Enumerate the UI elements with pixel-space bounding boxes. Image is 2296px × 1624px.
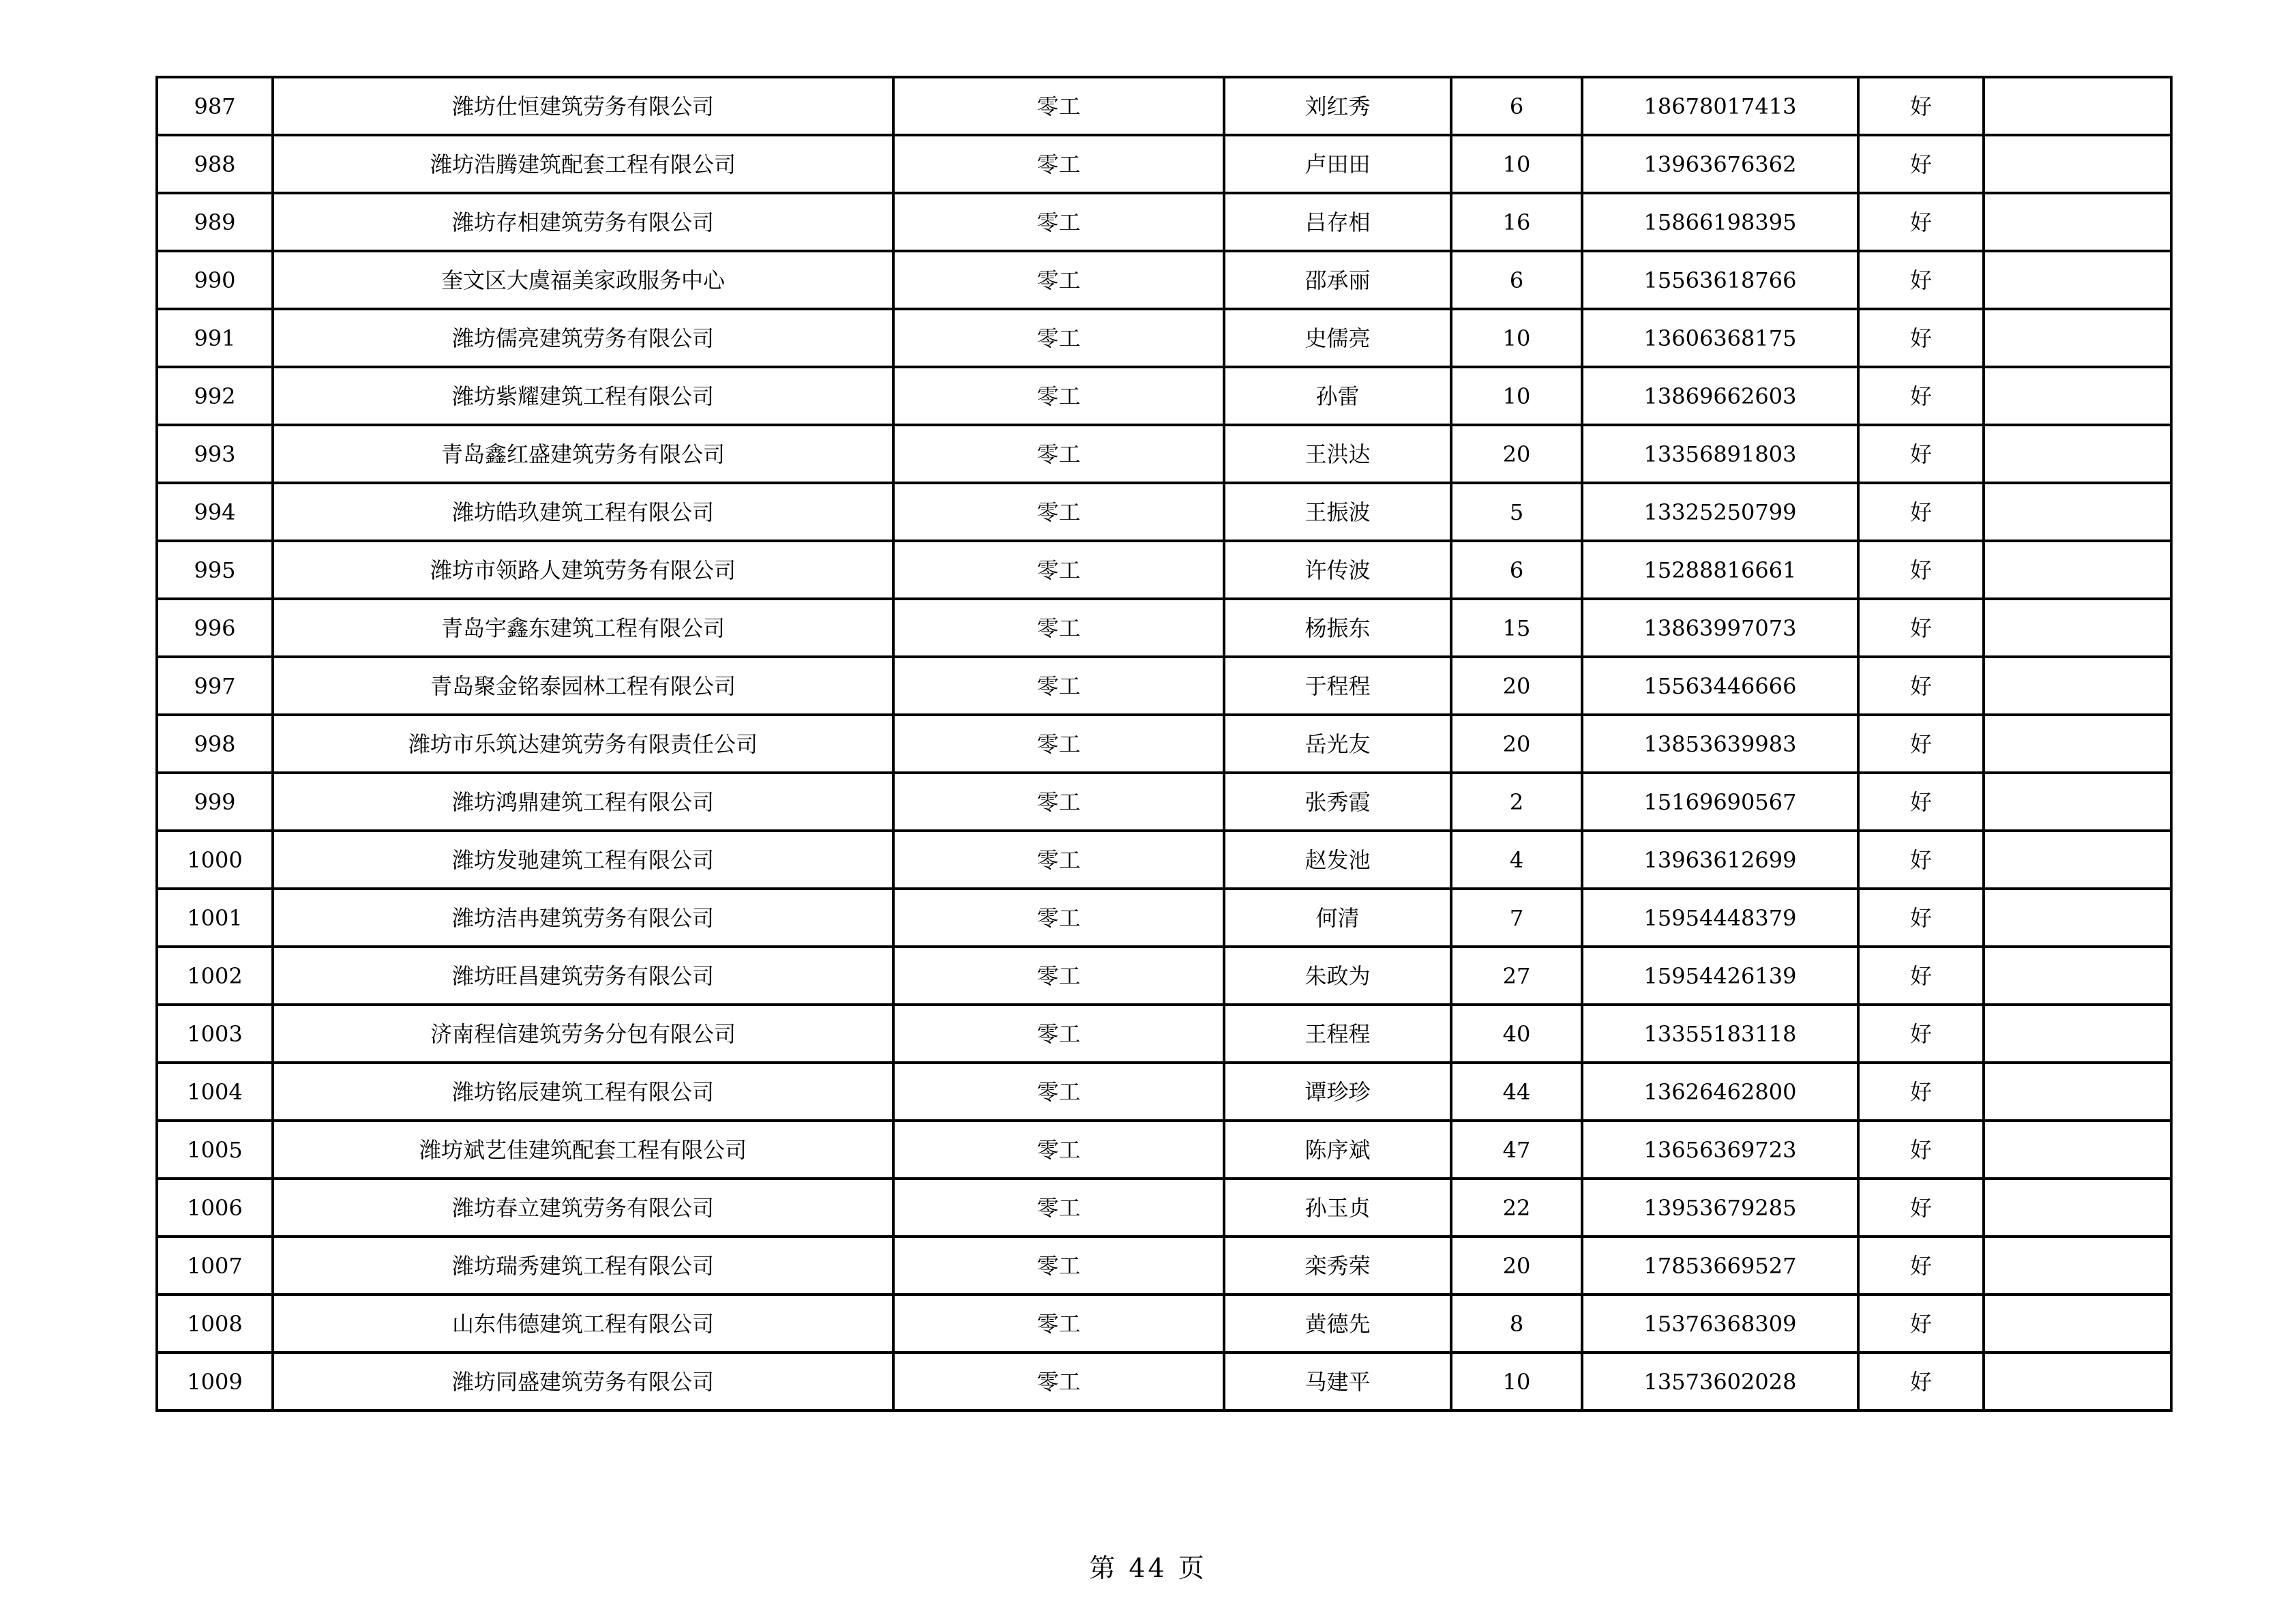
contact-name-cell: 黄德先: [1224, 1295, 1451, 1353]
phone-cell: 13573602028: [1582, 1353, 1858, 1411]
contact-name-cell: 孙玉贞: [1224, 1179, 1451, 1237]
company-name-cell: 青岛鑫红盛建筑劳务有限公司: [273, 425, 893, 483]
job-type-cell: 零工: [893, 889, 1224, 947]
table-row: [157, 1121, 2171, 1179]
headcount-cell: 7: [1451, 889, 1582, 947]
phone-cell: 13356891803: [1582, 425, 1858, 483]
remarks-cell: [1984, 1295, 2171, 1353]
company-name-cell: 青岛聚金铭泰园林工程有限公司: [273, 657, 893, 715]
job-type-cell: 零工: [893, 483, 1224, 541]
job-type-cell: 零工: [893, 1237, 1224, 1295]
table-row: [157, 1063, 2171, 1121]
row-number-cell: 1007: [157, 1237, 273, 1295]
table-row: [157, 599, 2171, 657]
headcount-cell: 6: [1451, 541, 1582, 599]
headcount-cell: 6: [1451, 251, 1582, 309]
phone-cell: 15954426139: [1582, 947, 1858, 1005]
contact-name-cell: 王振波: [1224, 483, 1451, 541]
row-number-cell: 999: [157, 773, 273, 831]
headcount-cell: 2: [1451, 773, 1582, 831]
row-number-cell: 1008: [157, 1295, 273, 1353]
rating-cell: 好: [1858, 1179, 1984, 1237]
company-name-cell: 潍坊洁冉建筑劳务有限公司: [273, 889, 893, 947]
job-type-cell: 零工: [893, 425, 1224, 483]
row-number-cell: 988: [157, 135, 273, 193]
rating-cell: 好: [1858, 1237, 1984, 1295]
job-type-cell: 零工: [893, 1179, 1224, 1237]
remarks-cell: [1984, 483, 2171, 541]
data-table: [155, 76, 2173, 1412]
phone-cell: 15563618766: [1582, 251, 1858, 309]
phone-cell: 13656369723: [1582, 1121, 1858, 1179]
contact-name-cell: 陈序斌: [1224, 1121, 1451, 1179]
row-number-cell: 998: [157, 715, 273, 773]
phone-cell: 13626462800: [1582, 1063, 1858, 1121]
contact-name-cell: 王洪达: [1224, 425, 1451, 483]
phone-cell: 15866198395: [1582, 193, 1858, 251]
phone-cell: 17853669527: [1582, 1237, 1858, 1295]
phone-cell: 18678017413: [1582, 77, 1858, 135]
headcount-cell: 22: [1451, 1179, 1582, 1237]
table-row: [157, 1353, 2171, 1411]
rating-cell: 好: [1858, 1005, 1984, 1063]
contact-name-cell: 邵承丽: [1224, 251, 1451, 309]
job-type-cell: 零工: [893, 1295, 1224, 1353]
remarks-cell: [1984, 193, 2171, 251]
phone-cell: 15563446666: [1582, 657, 1858, 715]
table-row: [157, 831, 2171, 889]
phone-cell: 13853639983: [1582, 715, 1858, 773]
headcount-cell: 20: [1451, 657, 1582, 715]
rating-cell: 好: [1858, 483, 1984, 541]
page-number: 第 44 页: [1089, 1553, 1207, 1583]
company-name-cell: 潍坊紫耀建筑工程有限公司: [273, 367, 893, 425]
job-type-cell: 零工: [893, 541, 1224, 599]
job-type-cell: 零工: [893, 773, 1224, 831]
rating-cell: 好: [1858, 135, 1984, 193]
rating-cell: 好: [1858, 193, 1984, 251]
headcount-cell: 4: [1451, 831, 1582, 889]
row-number-cell: 1006: [157, 1179, 273, 1237]
company-name-cell: 潍坊市乐筑达建筑劳务有限责任公司: [273, 715, 893, 773]
remarks-cell: [1984, 657, 2171, 715]
company-name-cell: 潍坊发驰建筑工程有限公司: [273, 831, 893, 889]
remarks-cell: [1984, 715, 2171, 773]
headcount-cell: 5: [1451, 483, 1582, 541]
contact-name-cell: 吕存相: [1224, 193, 1451, 251]
company-name-cell: 潍坊同盛建筑劳务有限公司: [273, 1353, 893, 1411]
phone-cell: 13606368175: [1582, 309, 1858, 367]
remarks-cell: [1984, 367, 2171, 425]
remarks-cell: [1984, 599, 2171, 657]
table-row: [157, 251, 2171, 309]
company-name-cell: 奎文区大虞福美家政服务中心: [273, 251, 893, 309]
company-name-cell: 潍坊春立建筑劳务有限公司: [273, 1179, 893, 1237]
rating-cell: 好: [1858, 309, 1984, 367]
row-number-cell: 997: [157, 657, 273, 715]
company-name-cell: 山东伟德建筑工程有限公司: [273, 1295, 893, 1353]
contact-name-cell: 卢田田: [1224, 135, 1451, 193]
phone-cell: 15288816661: [1582, 541, 1858, 599]
remarks-cell: [1984, 1179, 2171, 1237]
remarks-cell: [1984, 541, 2171, 599]
headcount-cell: 15: [1451, 599, 1582, 657]
row-number-cell: 991: [157, 309, 273, 367]
table-row: [157, 367, 2171, 425]
contact-name-cell: 史儒亮: [1224, 309, 1451, 367]
table-row: [157, 715, 2171, 773]
row-number-cell: 995: [157, 541, 273, 599]
contact-name-cell: 于程程: [1224, 657, 1451, 715]
contact-name-cell: 栾秀荣: [1224, 1237, 1451, 1295]
job-type-cell: 零工: [893, 1121, 1224, 1179]
job-type-cell: 零工: [893, 367, 1224, 425]
phone-cell: 13325250799: [1582, 483, 1858, 541]
company-name-cell: 潍坊浩腾建筑配套工程有限公司: [273, 135, 893, 193]
rating-cell: 好: [1858, 1353, 1984, 1411]
contact-name-cell: 何清: [1224, 889, 1451, 947]
company-name-cell: 潍坊瑞秀建筑工程有限公司: [273, 1237, 893, 1295]
job-type-cell: 零工: [893, 77, 1224, 135]
rating-cell: 好: [1858, 425, 1984, 483]
row-number-cell: 987: [157, 77, 273, 135]
row-number-cell: 994: [157, 483, 273, 541]
headcount-cell: 6: [1451, 77, 1582, 135]
remarks-cell: [1984, 1121, 2171, 1179]
table-row: [157, 1179, 2171, 1237]
contact-name-cell: 孙雷: [1224, 367, 1451, 425]
company-name-cell: 潍坊铭辰建筑工程有限公司: [273, 1063, 893, 1121]
phone-cell: 15169690567: [1582, 773, 1858, 831]
table-body: [157, 77, 2171, 1411]
row-number-cell: 1009: [157, 1353, 273, 1411]
row-number-cell: 1001: [157, 889, 273, 947]
table-row: [157, 483, 2171, 541]
job-type-cell: 零工: [893, 193, 1224, 251]
rating-cell: 好: [1858, 1063, 1984, 1121]
contact-name-cell: 岳光友: [1224, 715, 1451, 773]
remarks-cell: [1984, 831, 2171, 889]
phone-cell: 13869662603: [1582, 367, 1858, 425]
remarks-cell: [1984, 1353, 2171, 1411]
table-row: [157, 1237, 2171, 1295]
row-number-cell: 1003: [157, 1005, 273, 1063]
row-number-cell: 1005: [157, 1121, 273, 1179]
table-row: [157, 889, 2171, 947]
company-name-cell: 潍坊儒亮建筑劳务有限公司: [273, 309, 893, 367]
headcount-cell: 20: [1451, 715, 1582, 773]
table-row: [157, 135, 2171, 193]
remarks-cell: [1984, 889, 2171, 947]
job-type-cell: 零工: [893, 251, 1224, 309]
headcount-cell: 44: [1451, 1063, 1582, 1121]
phone-cell: 15376368309: [1582, 1295, 1858, 1353]
rating-cell: 好: [1858, 1295, 1984, 1353]
contact-name-cell: 刘红秀: [1224, 77, 1451, 135]
job-type-cell: 零工: [893, 1005, 1224, 1063]
job-type-cell: 零工: [893, 657, 1224, 715]
headcount-cell: 27: [1451, 947, 1582, 1005]
rating-cell: 好: [1858, 773, 1984, 831]
company-name-cell: 潍坊皓玖建筑工程有限公司: [273, 483, 893, 541]
phone-cell: 13963612699: [1582, 831, 1858, 889]
company-name-cell: 潍坊存相建筑劳务有限公司: [273, 193, 893, 251]
company-name-cell: 潍坊仕恒建筑劳务有限公司: [273, 77, 893, 135]
headcount-cell: 10: [1451, 1353, 1582, 1411]
company-name-cell: 潍坊鸿鼎建筑工程有限公司: [273, 773, 893, 831]
rating-cell: 好: [1858, 831, 1984, 889]
row-number-cell: 996: [157, 599, 273, 657]
contact-name-cell: 张秀霞: [1224, 773, 1451, 831]
headcount-cell: 20: [1451, 1237, 1582, 1295]
table-row: [157, 193, 2171, 251]
row-number-cell: 993: [157, 425, 273, 483]
row-number-cell: 1004: [157, 1063, 273, 1121]
table-row: [157, 773, 2171, 831]
company-name-cell: 潍坊旺昌建筑劳务有限公司: [273, 947, 893, 1005]
rating-cell: 好: [1858, 947, 1984, 1005]
contact-name-cell: 赵发池: [1224, 831, 1451, 889]
headcount-cell: 10: [1451, 135, 1582, 193]
rating-cell: 好: [1858, 541, 1984, 599]
headcount-cell: 8: [1451, 1295, 1582, 1353]
table-row: [157, 309, 2171, 367]
headcount-cell: 16: [1451, 193, 1582, 251]
remarks-cell: [1984, 1005, 2171, 1063]
table-row: [157, 657, 2171, 715]
job-type-cell: 零工: [893, 599, 1224, 657]
rating-cell: 好: [1858, 715, 1984, 773]
row-number-cell: 990: [157, 251, 273, 309]
row-number-cell: 1000: [157, 831, 273, 889]
company-name-cell: 济南程信建筑劳务分包有限公司: [273, 1005, 893, 1063]
table-row: [157, 947, 2171, 1005]
phone-cell: 13355183118: [1582, 1005, 1858, 1063]
contact-name-cell: 许传波: [1224, 541, 1451, 599]
rating-cell: 好: [1858, 77, 1984, 135]
row-number-cell: 1002: [157, 947, 273, 1005]
remarks-cell: [1984, 309, 2171, 367]
headcount-cell: 10: [1451, 367, 1582, 425]
remarks-cell: [1984, 135, 2171, 193]
headcount-cell: 47: [1451, 1121, 1582, 1179]
contact-name-cell: 朱政为: [1224, 947, 1451, 1005]
company-name-cell: 潍坊市领路人建筑劳务有限公司: [273, 541, 893, 599]
rating-cell: 好: [1858, 367, 1984, 425]
phone-cell: 13863997073: [1582, 599, 1858, 657]
rating-cell: 好: [1858, 1121, 1984, 1179]
phone-cell: 15954448379: [1582, 889, 1858, 947]
row-number-cell: 989: [157, 193, 273, 251]
job-type-cell: 零工: [893, 831, 1224, 889]
remarks-cell: [1984, 77, 2171, 135]
job-type-cell: 零工: [893, 135, 1224, 193]
headcount-cell: 20: [1451, 425, 1582, 483]
contact-name-cell: 杨振东: [1224, 599, 1451, 657]
remarks-cell: [1984, 425, 2171, 483]
job-type-cell: 零工: [893, 947, 1224, 1005]
phone-cell: 13963676362: [1582, 135, 1858, 193]
remarks-cell: [1984, 251, 2171, 309]
contact-name-cell: 王程程: [1224, 1005, 1451, 1063]
remarks-cell: [1984, 1063, 2171, 1121]
rating-cell: 好: [1858, 599, 1984, 657]
remarks-cell: [1984, 773, 2171, 831]
remarks-cell: [1984, 1237, 2171, 1295]
table-row: [157, 77, 2171, 135]
company-name-cell: 青岛宇鑫东建筑工程有限公司: [273, 599, 893, 657]
rating-cell: 好: [1858, 251, 1984, 309]
rating-cell: 好: [1858, 657, 1984, 715]
rating-cell: 好: [1858, 889, 1984, 947]
table-row: [157, 425, 2171, 483]
row-number-cell: 992: [157, 367, 273, 425]
job-type-cell: 零工: [893, 1063, 1224, 1121]
contact-name-cell: 马建平: [1224, 1353, 1451, 1411]
job-type-cell: 零工: [893, 1353, 1224, 1411]
job-type-cell: 零工: [893, 715, 1224, 773]
table-row: [157, 541, 2171, 599]
phone-cell: 13953679285: [1582, 1179, 1858, 1237]
contact-name-cell: 谭珍珍: [1224, 1063, 1451, 1121]
job-type-cell: 零工: [893, 309, 1224, 367]
table-row: [157, 1295, 2171, 1353]
company-name-cell: 潍坊斌艺佳建筑配套工程有限公司: [273, 1121, 893, 1179]
headcount-cell: 40: [1451, 1005, 1582, 1063]
headcount-cell: 10: [1451, 309, 1582, 367]
remarks-cell: [1984, 947, 2171, 1005]
table-row: [157, 1005, 2171, 1063]
